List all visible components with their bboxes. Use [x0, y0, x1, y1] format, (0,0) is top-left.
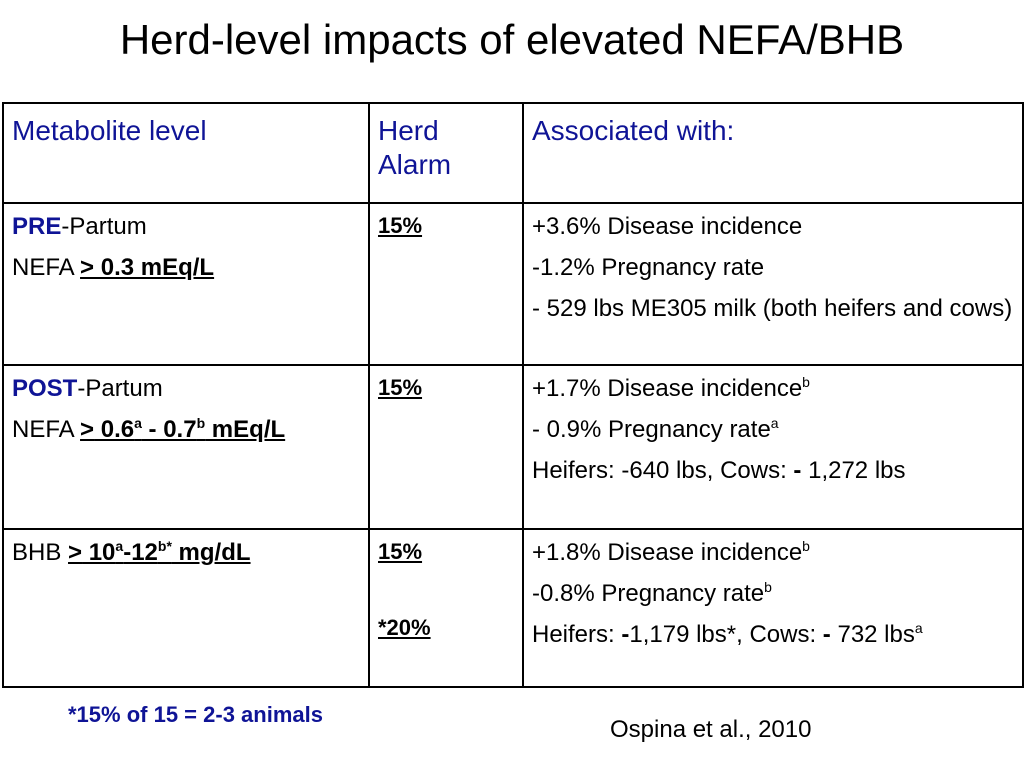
metabolite-threshold: BHB > $10^a-12^{b*}$ mg/dL: [12, 538, 251, 566]
table-row: [3, 529, 1023, 687]
alarm-value: 15%: [378, 213, 423, 238]
alarm-value: 15%: [378, 539, 423, 564]
associated-item: - 529 lbs ME305 milk (both heifers and cows): [532, 295, 1013, 322]
table-row: [3, 203, 1023, 365]
table-header-row: [3, 103, 1023, 203]
header-associated-with: Associated with:: [523, 103, 1023, 203]
metabolite-name: POST-Partum: [12, 375, 163, 402]
associated-cell: [523, 365, 1023, 529]
metabolite-cell: [3, 529, 369, 687]
footnote: *15% of 15 = 2-3 animals: [68, 702, 323, 727]
associated-item: +3.6% Disease incidence: [532, 213, 803, 240]
alarm-cell: [369, 529, 523, 687]
associated-item: +1.7% Disease incidence$^b$: [532, 374, 810, 402]
metabolite-name: PRE-Partum: [12, 213, 147, 240]
alarm-value: 15%: [378, 375, 423, 400]
alarm-cell: [369, 365, 523, 529]
associated-item: -0.8% Pregnancy rate$^b$: [532, 579, 772, 607]
associated-cell: [523, 203, 1023, 365]
metabolite-threshold: NEFA > 0.6$^a$ - 0.7$^b$ mEq/L: [12, 415, 286, 443]
associated-item: +1.8% Disease incidence$^b$: [532, 538, 810, 566]
metabolite-cell: [3, 365, 369, 529]
metabolite-cell: [3, 203, 369, 365]
alarm-cell: [369, 203, 523, 365]
associated-cell: [523, 529, 1023, 687]
citation: Ospina et al., 2010: [610, 716, 812, 743]
slide-title: Herd-level impacts of elevated NEFA/BHB: [119, 16, 905, 63]
associated-item: Heifers: -1,179 lbs*, Cows: - 732 lbs$^a$: [532, 620, 923, 648]
table-row: [3, 365, 1023, 529]
associated-item: - 0.9% Pregnancy rate$^a$: [532, 415, 779, 443]
header-herd-alarm: Herd Alarm: [369, 103, 523, 203]
associated-item: Heifers: -640 lbs, Cows: - 1,272 lbs: [532, 457, 906, 484]
metabolite-table: [2, 102, 1024, 688]
header-metabolite-level: Metabolite level: [3, 103, 369, 203]
metabolite-threshold: NEFA > 0.3 mEq/L: [12, 254, 215, 281]
associated-item: -1.2% Pregnancy rate: [532, 254, 765, 281]
alarm-value: *20%: [378, 615, 431, 640]
